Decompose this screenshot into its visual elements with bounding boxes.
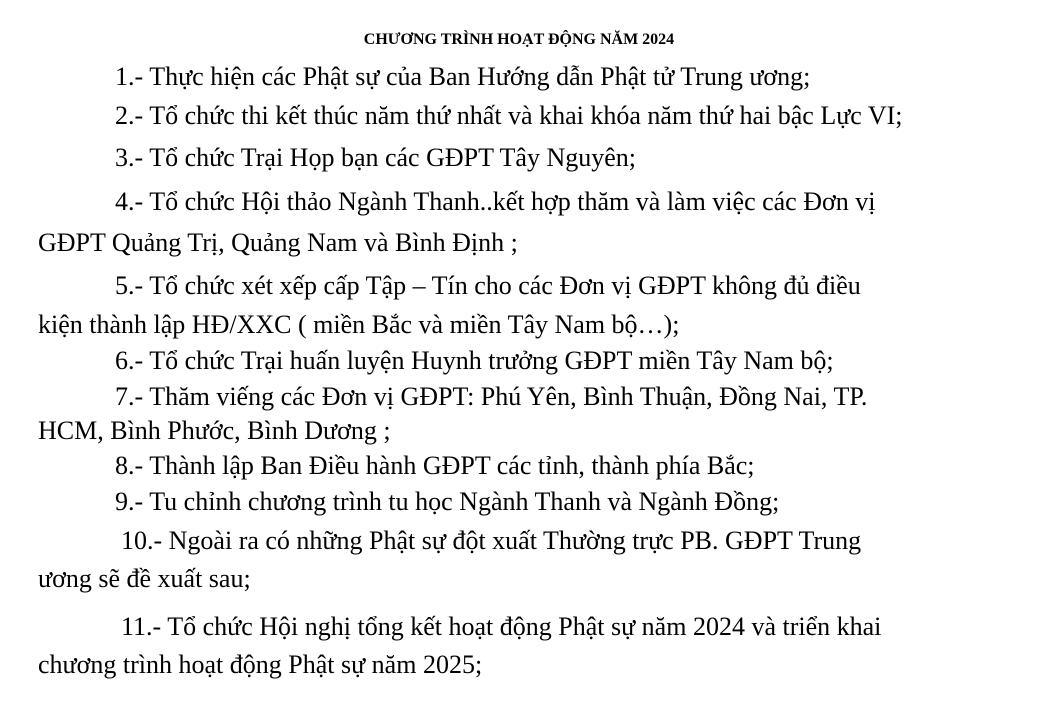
item-4-line-2: GĐPT Quảng Trị, Quảng Nam và Bình Định ; xyxy=(38,228,518,257)
item-2-line-1: 2.- Tổ chức thi kết thúc năm thứ nhất và khai khóa năm thứ hai bậc Lực VI; xyxy=(115,101,903,130)
item-9-line-1: 9.- Tu chỉnh chương trình tu học Ngành Thanh và Ngành Đồng; xyxy=(115,487,780,516)
item-8-line-1: 8.- Thành lập Ban Điều hành GĐPT các tỉnh, thành phía Bắc; xyxy=(115,451,755,480)
item-11-line-2: chương trình hoạt động Phật sự năm 2025; xyxy=(38,650,483,679)
item-7-line-2: HCM, Bình Phước, Bình Dương ; xyxy=(38,416,391,445)
item-11-line-1: 11.- Tổ chức Hội nghị tổng kết hoạt động Phật sự năm 2024 và triển khai xyxy=(121,612,882,641)
item-6-line-1: 6.- Tổ chức Trại huấn luyện Huynh trưởng GĐPT miền Tây Nam bộ; xyxy=(115,346,834,375)
item-10-line-2: ương sẽ đề xuất sau; xyxy=(38,564,251,593)
item-7-line-1: 7.- Thăm viếng các Đơn vị GĐPT: Phú Yên, Bình Thuận, Đồng Nai, TP. xyxy=(115,382,868,411)
item-3-line-1: 3.- Tổ chức Trại Họp bạn các GĐPT Tây Nguyên; xyxy=(115,143,637,172)
item-5-line-1: 5.- Tổ chức xét xếp cấp Tập – Tín cho các Đơn vị GĐPT không đủ điều xyxy=(115,271,861,300)
document-title: CHƯƠNG TRÌNH HOẠT ĐỘNG NĂM 2024 xyxy=(363,31,675,48)
item-4-line-1: 4.- Tổ chức Hội thảo Ngành Thanh..kết hợp thăm và làm việc các Đơn vị xyxy=(115,187,876,216)
item-10-line-1: 10.- Ngoài ra có những Phật sự đột xuất Thường trực PB. GĐPT Trung xyxy=(121,526,862,555)
item-1-line-1: 1.- Thực hiện các Phật sự của Ban Hướng dẫn Phật tử Trung ương; xyxy=(115,62,811,91)
item-5-line-2: kiện thành lập HĐ/XXC ( miền Bắc và miền Tây Nam bộ…); xyxy=(38,310,680,339)
